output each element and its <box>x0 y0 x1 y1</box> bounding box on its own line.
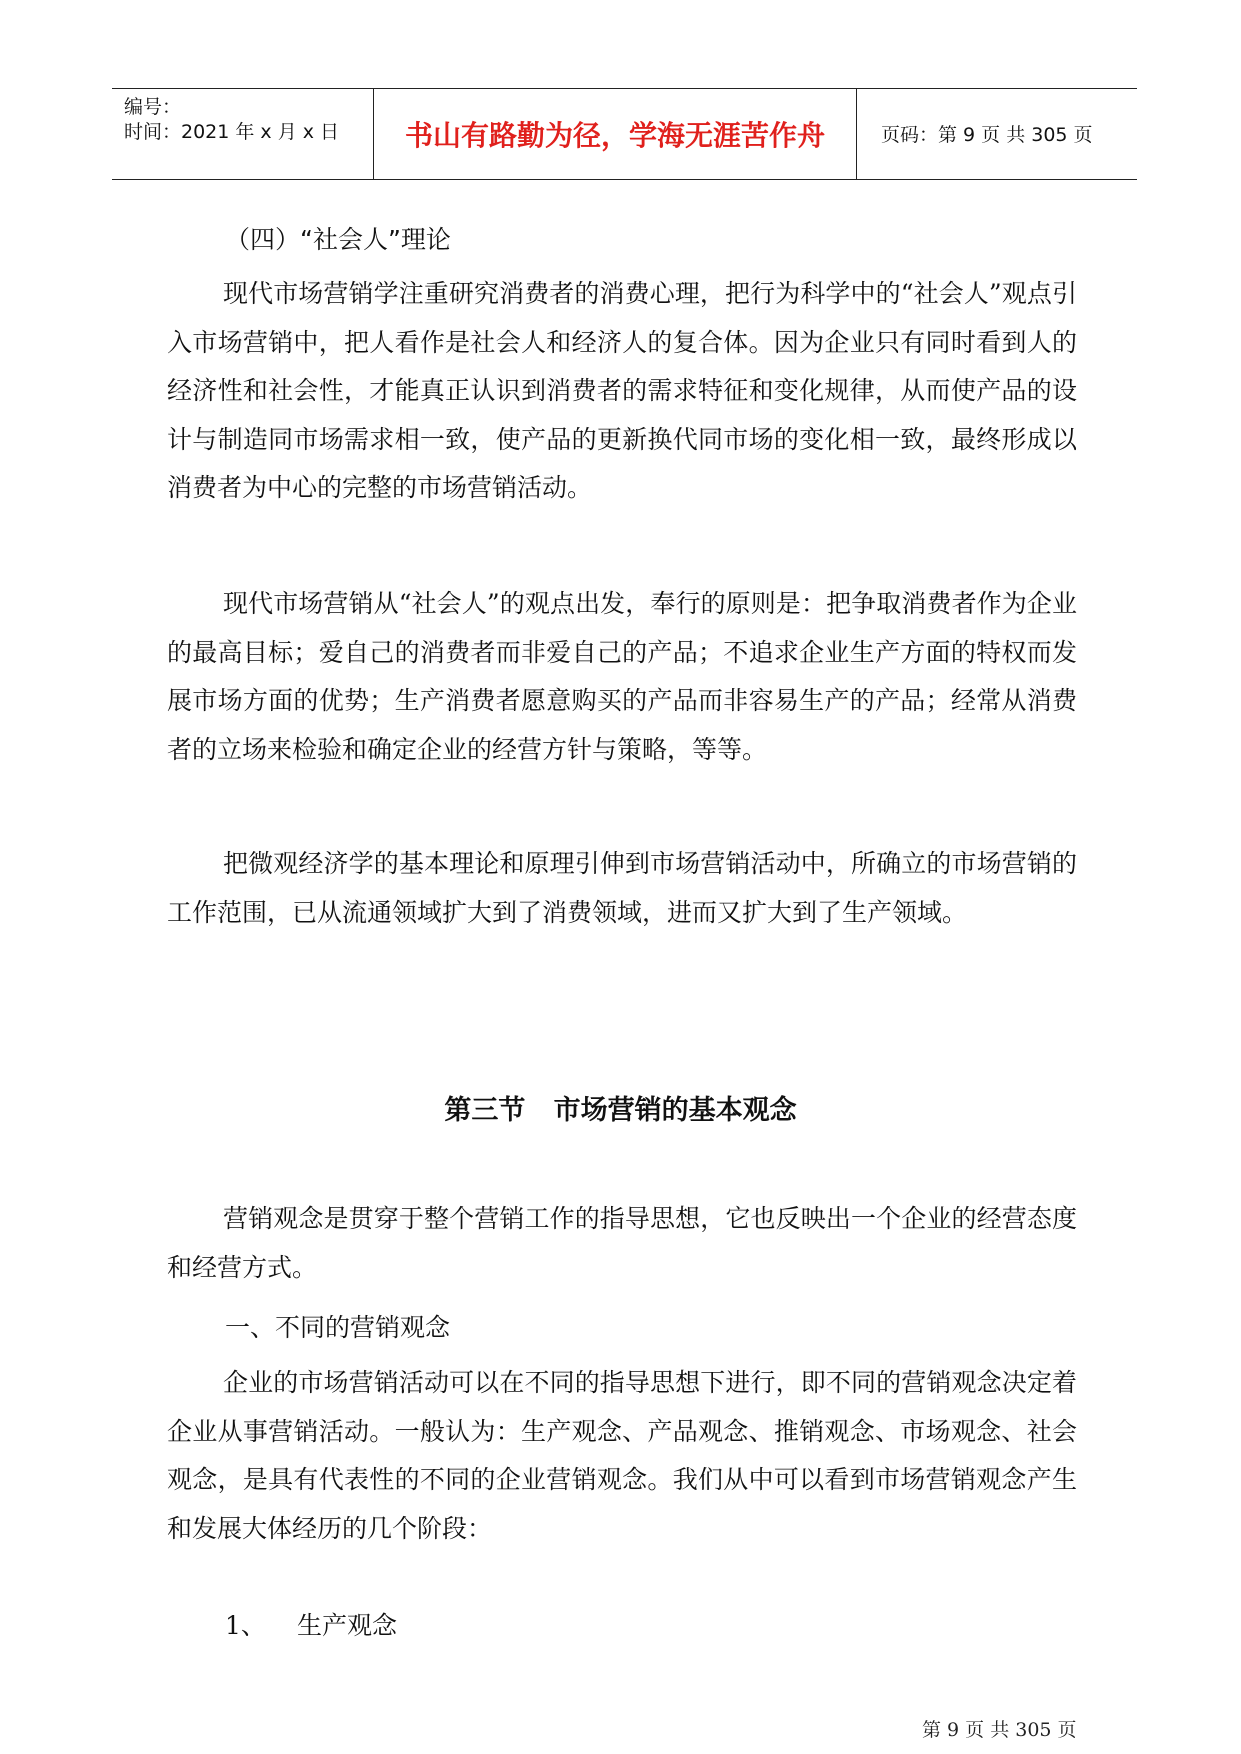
page-header <box>112 88 1137 180</box>
list-item-label: 生产观念 <box>297 1611 398 1640</box>
page-footer: 第 9 页 共 305 页 <box>922 1719 1077 1741</box>
paragraph-social-man-intro: 现代市场营销学注重研究消费者的消费心理，把行为科学中的“社会人”观点引入市场营销中，把人看作是社会人和经济人的复合体。因为企业只有同时看到人的经济性和社会性，才能真正认识到消费者的需求特征和变化规律，从而使产品的设计与制造同市场需求相一致，使产品的更新换代同市场的变化相一致，最终形成以消费者为中心的完整的市场营销活动。 <box>167 279 1077 502</box>
paragraph-marketing-concept-intro: 营销观念是贯穿于整个营销工作的指导思想，它也反映出一个企业的经营态度和经营方式。 <box>167 1204 1077 1282</box>
header-motto-cell <box>373 89 857 179</box>
header-meta-cell <box>112 89 373 179</box>
document-date: 时间：2021 年 x 月 x 日 <box>124 121 340 143</box>
list-item-number: 1、 <box>225 1611 266 1640</box>
header-motto: 书山有路勤为径，学海无涯苦作舟 <box>404 119 825 152</box>
paragraph-microeconomics: 把微观经济学的基本理论和原理引伸到市场营销活动中，所确立的市场营销的工作范围，已从流通领域扩大到了消费领域，进而又扩大到了生产领域。 <box>167 849 1077 927</box>
list-item-production-concept <box>225 1611 397 1641</box>
paragraph-marketing-concepts: 企业的市场营销活动可以在不同的指导思想下进行，即不同的营销观念决定着企业从事营销活动。一般认为：生产观念、产品观念、推销观念、市场观念、社会观念，是具有代表性的不同的企业营销观念。我们从中可以看到市场营销观念产生和发展大体经历的几个阶段： <box>167 1368 1077 1543</box>
subheading-marketing-concepts: 一、不同的营销观念 <box>225 1313 451 1342</box>
header-page-cell <box>857 89 1137 179</box>
subheading-social-man-theory: （四）“社会人”理论 <box>225 225 451 254</box>
paragraph-social-man-principles: 现代市场营销从“社会人”的观点出发，奉行的原则是：把争取消费者作为企业的最高目标；爱自己的消费者而非爱自己的产品；不追求企业生产方面的特权而发展市场方面的优势；生产消费者愿意购买的产品而非容易生产的产品；经常从消费者的立场来检验和确定企业的经营方针与策略，等等。 <box>167 589 1077 764</box>
section-title: 第三节 市场营销的基本观念 <box>444 1095 797 1126</box>
document-number-label: 编号： <box>124 96 182 118</box>
header-page-info: 页码：第 9 页 共 305 页 <box>881 124 1093 146</box>
